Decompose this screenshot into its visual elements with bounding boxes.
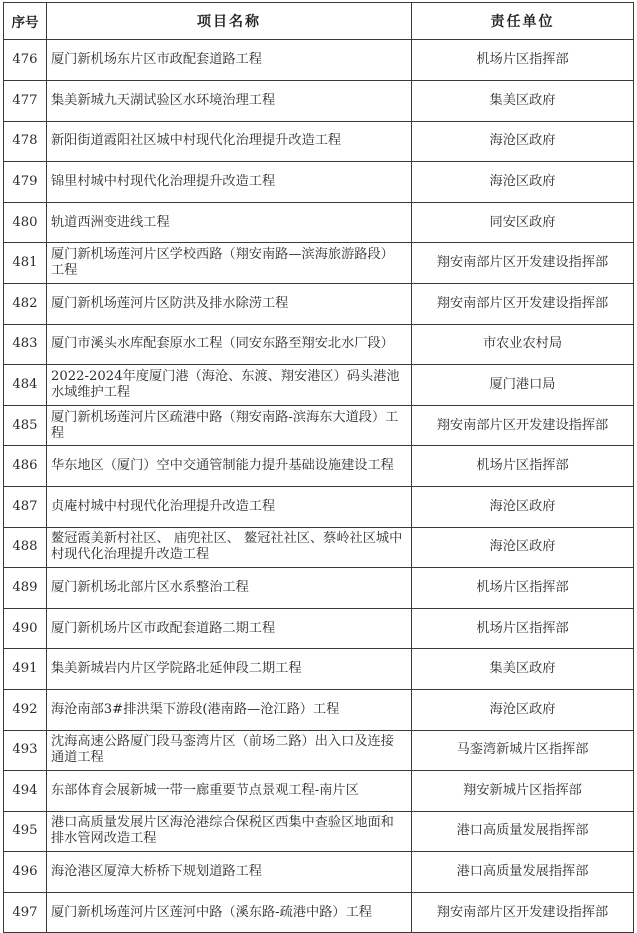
table-row	[4, 568, 634, 609]
table-row	[4, 243, 634, 284]
table-row	[4, 81, 634, 122]
cell-name: 厦门新机场莲河片区莲河中路（溪东路-疏港中路）工程	[47, 892, 412, 933]
header-name: 项目名称	[47, 3, 412, 40]
cell-unit: 翔安南部片区开发建设指挥部	[412, 892, 634, 933]
cell-name: 2022-2024年度厦门港（海沧、东渡、翔安港区）码头港池水域维护工程	[47, 365, 412, 406]
cell-name: 集美新城岩内片区学院路北延伸段二期工程	[47, 649, 412, 690]
cell-no: 487	[4, 486, 47, 527]
cell-unit: 厦门港口局	[412, 365, 634, 406]
project-table	[3, 2, 634, 933]
cell-no: 495	[4, 811, 47, 852]
table-row	[4, 446, 634, 487]
cell-unit: 海沧区政府	[412, 121, 634, 162]
cell-no: 477	[4, 81, 47, 122]
cell-unit: 翔安南部片区开发建设指挥部	[412, 405, 634, 446]
table-row	[4, 527, 634, 568]
cell-name: 厦门新机场东片区市政配套道路工程	[47, 40, 412, 81]
cell-name: 鳌冠霞美新村社区、 庙兜社区、 鳌冠社社区、蔡岭社区城中村现代化治理提升改造工程	[47, 527, 412, 568]
cell-unit: 集美区政府	[412, 81, 634, 122]
cell-name: 锦里村城中村现代化治理提升改造工程	[47, 162, 412, 203]
cell-unit: 港口高质量发展指挥部	[412, 852, 634, 893]
table-row	[4, 405, 634, 446]
cell-no: 484	[4, 365, 47, 406]
cell-name: 厦门新机场莲河片区防洪及排水除涝工程	[47, 283, 412, 324]
table-row	[4, 730, 634, 771]
cell-unit: 机场片区指挥部	[412, 40, 634, 81]
table-row	[4, 892, 634, 933]
table-row	[4, 324, 634, 365]
cell-name: 厦门新机场片区市政配套道路二期工程	[47, 608, 412, 649]
cell-no: 481	[4, 243, 47, 284]
cell-no: 492	[4, 689, 47, 730]
cell-no: 490	[4, 608, 47, 649]
header-unit: 责任单位	[412, 3, 634, 40]
cell-no: 482	[4, 283, 47, 324]
header-no: 序号	[4, 3, 47, 40]
table-row	[4, 649, 634, 690]
cell-unit: 翔安南部片区开发建设指挥部	[412, 283, 634, 324]
cell-name: 新阳街道霞阳社区城中村现代化治理提升改造工程	[47, 121, 412, 162]
cell-unit: 马銮湾新城片区指挥部	[412, 730, 634, 771]
cell-name: 华东地区（厦门）空中交通管制能力提升基础设施建设工程	[47, 446, 412, 487]
cell-no: 493	[4, 730, 47, 771]
cell-name: 厦门新机场北部片区水系整治工程	[47, 568, 412, 609]
cell-unit: 市农业农村局	[412, 324, 634, 365]
table-row	[4, 771, 634, 812]
cell-name: 沈海高速公路厦门段马銮湾片区（前场二路）出入口及连接通道工程	[47, 730, 412, 771]
cell-unit: 海沧区政府	[412, 486, 634, 527]
table-row	[4, 283, 634, 324]
cell-unit: 海沧区政府	[412, 527, 634, 568]
cell-name: 厦门市溪头水库配套原水工程（同安东路至翔安北水厂段）	[47, 324, 412, 365]
table-row	[4, 162, 634, 203]
cell-name: 东部体育会展新城一带一廊重要节点景观工程-南片区	[47, 771, 412, 812]
cell-no: 485	[4, 405, 47, 446]
cell-unit: 机场片区指挥部	[412, 608, 634, 649]
table-row	[4, 608, 634, 649]
cell-no: 491	[4, 649, 47, 690]
cell-unit: 翔安南部片区开发建设指挥部	[412, 243, 634, 284]
table-body	[4, 40, 634, 933]
cell-unit: 同安区政府	[412, 202, 634, 243]
cell-no: 489	[4, 568, 47, 609]
cell-unit: 机场片区指挥部	[412, 568, 634, 609]
cell-no: 478	[4, 121, 47, 162]
cell-no: 486	[4, 446, 47, 487]
cell-unit: 机场片区指挥部	[412, 446, 634, 487]
cell-no: 480	[4, 202, 47, 243]
cell-name: 港口高质量发展片区海沧港综合保税区西集中查验区地面和排水管网改造工程	[47, 811, 412, 852]
table-row	[4, 202, 634, 243]
table-row	[4, 811, 634, 852]
table-row	[4, 121, 634, 162]
cell-name: 海沧港区厦漳大桥桥下规划道路工程	[47, 852, 412, 893]
table-row	[4, 486, 634, 527]
cell-no: 483	[4, 324, 47, 365]
cell-unit: 集美区政府	[412, 649, 634, 690]
cell-no: 494	[4, 771, 47, 812]
cell-no: 476	[4, 40, 47, 81]
cell-no: 496	[4, 852, 47, 893]
table-row	[4, 852, 634, 893]
cell-name: 贞庵村城中村现代化治理提升改造工程	[47, 486, 412, 527]
cell-name: 集美新城九天湖试验区水环境治理工程	[47, 81, 412, 122]
table-row	[4, 365, 634, 406]
cell-unit: 海沧区政府	[412, 162, 634, 203]
cell-unit: 港口高质量发展指挥部	[412, 811, 634, 852]
cell-name: 海沧南部3#排洪渠下游段(港南路—沧江路）工程	[47, 689, 412, 730]
cell-name: 厦门新机场莲河片区疏港中路（翔安南路-滨海东大道段）工程	[47, 405, 412, 446]
cell-name: 轨道西洲变进线工程	[47, 202, 412, 243]
cell-no: 479	[4, 162, 47, 203]
table-row	[4, 689, 634, 730]
cell-name: 厦门新机场莲河片区学校西路（翔安南路—滨海旅游路段）工程	[47, 243, 412, 284]
cell-unit: 翔安新城片区指挥部	[412, 771, 634, 812]
cell-no: 488	[4, 527, 47, 568]
table-row	[4, 40, 634, 81]
cell-no: 497	[4, 892, 47, 933]
table-header-row	[4, 3, 634, 40]
cell-unit: 海沧区政府	[412, 689, 634, 730]
